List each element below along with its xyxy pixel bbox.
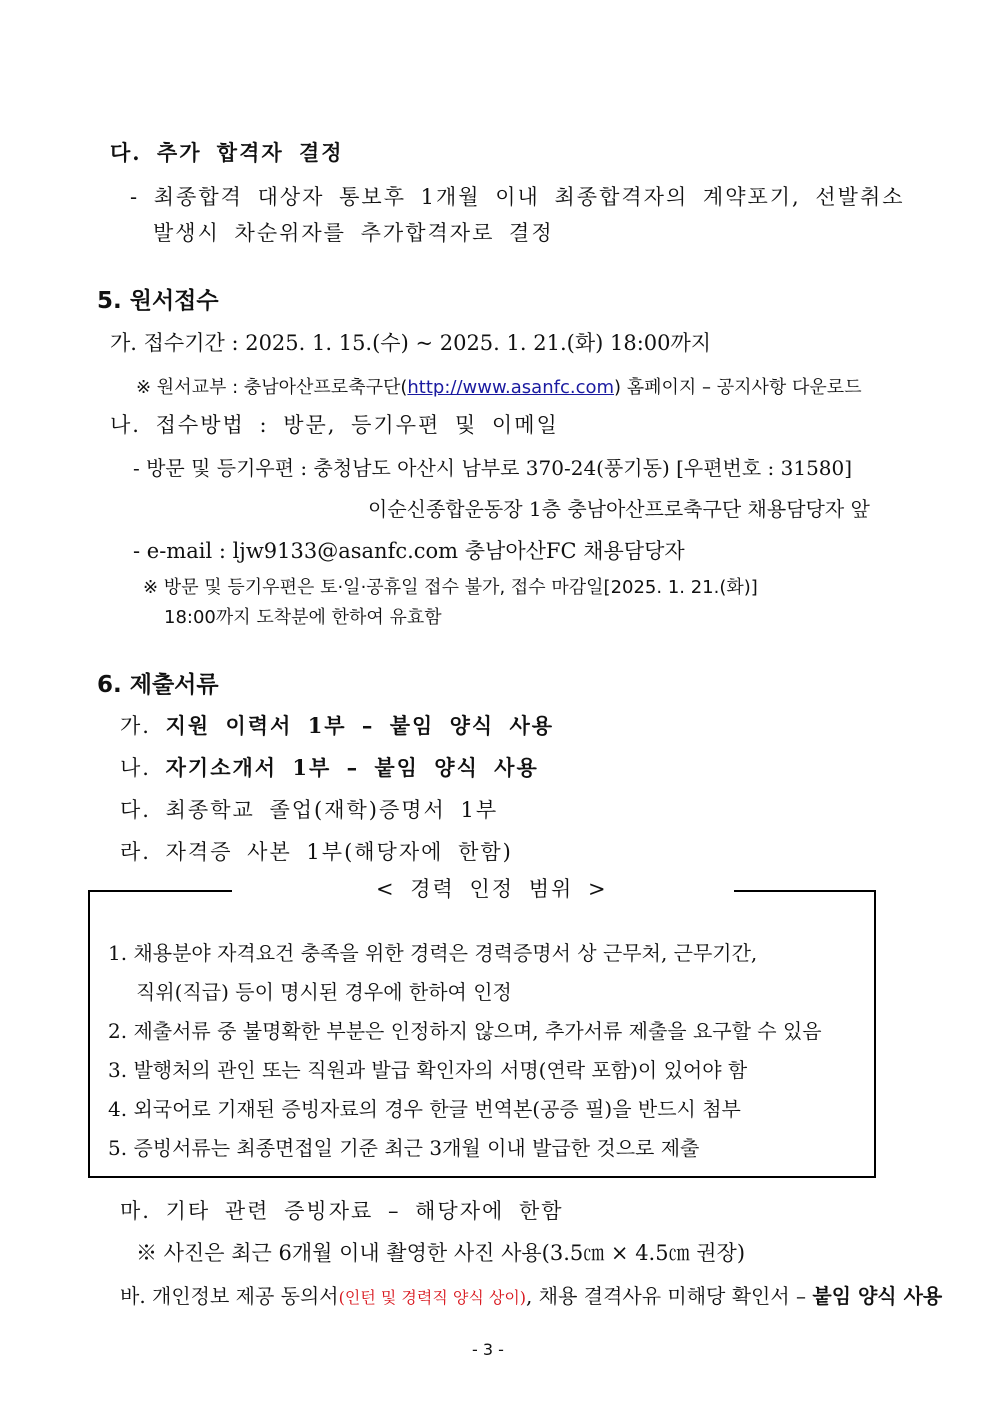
career-rule-4: 4. 외국어로 기재된 증빙자료의 경우 한글 번역본(공증 필)을 반드시 첨부 [108,1097,741,1121]
photo-note: ※ 사진은 최근 6개월 이내 촬영한 사진 사용(3.5㎝ × 4.5㎝ 권장) [136,1241,746,1265]
visit-warning-2: 18:00까지 도착분에 한하여 유효함 [164,607,442,628]
reception-method: 나. 접수방법 : 방문, 등기우편 및 이메일 [110,413,559,437]
doc-item-ba-mid: , 채용 결격사유 미해당 확인서 – [526,1284,813,1308]
section6-title: 6. 제출서류 [97,672,219,698]
doc-item-na-prefix: 나. [120,756,166,780]
doc-item-ga-prefix: 가. [120,714,166,738]
note-prefix: ※ 원서교부 : 충남아산프로축구단( [136,377,408,398]
career-rule-1-cont: 직위(직급) 등이 명시된 경우에 한하여 인정 [136,980,512,1004]
visit-warning-1: ※ 방문 및 등기우편은 토·일·공휴일 접수 불가, 접수 마감일[2025. 1. 21.(화)] [143,577,758,598]
form-download-note [136,373,862,403]
section-da-line2: 발생시 차순위자를 추가합격자로 결정 [153,221,554,245]
doc-item-ba-pre: 바. 개인정보 제공 동의서 [120,1284,339,1308]
doc-item-ma: 마. 기타 관련 증빙자료 – 해당자에 한함 [120,1199,564,1223]
career-rule-5: 5. 증빙서류는 최종면접일 기준 최근 3개월 이내 발급한 것으로 제출 [108,1136,700,1160]
section-da-title: 다. 추가 합격자 결정 [110,140,344,165]
career-box-title: < 경력 인정 범위 > [376,877,608,901]
doc-item-na-text: 자기소개서 1부 – 붙임 양식 사용 [165,755,539,780]
doc-item-ba-red-note: (인턴 및 경력직 양식 상이) [338,1288,527,1307]
doc-item-ra: 라. 자격증 사본 1부(해당자에 한함) [120,840,513,864]
section-da-line1: - 최종합격 대상자 통보후 1개월 이내 최종합격자의 계약포기, 선발취소 [130,185,905,209]
doc-item-ba [120,1281,942,1313]
asanfc-link[interactable]: http://www.asanfc.com [407,377,615,398]
doc-item-ga-text: 지원 이력서 1부 – 붙임 양식 사용 [165,713,555,738]
career-rule-2: 2. 제출서류 중 불명확한 부분은 인정하지 않으며, 추가서류 제출을 요구할 수 있음 [108,1019,822,1043]
section5-title: 5. 원서접수 [97,288,219,314]
career-rule-1: 1. 채용분야 자격요건 충족을 위한 경력은 경력증명서 상 근무처, 근무기간, [108,941,758,965]
email-line: - e-mail : ljw9133@asanfc.com 충남아산FC 채용담당자 [133,539,685,563]
visit-address-1: - 방문 및 등기우편 : 충청남도 아산시 남부로 370-24(풍기동) [우편번호 : 31580] [133,456,853,480]
doc-item-ba-bold: 붙임 양식 사용 [812,1284,943,1308]
reception-period: 가. 접수기간 : 2025. 1. 15.(수) ~ 2025. 1. 21.(화) 18:00까지 [110,331,712,355]
page-number: - 3 - [472,1340,504,1359]
doc-item-ga [120,711,554,741]
doc-item-da: 다. 최종학교 졸업(재학)증명서 1부 [120,798,499,822]
note-suffix: ) 홈페이지 – 공지사항 다운로드 [614,377,862,398]
career-rule-3: 3. 발행처의 관인 또는 직원과 발급 확인자의 서명(연락 포함)이 있어야 함 [108,1058,748,1082]
doc-item-na [120,753,539,783]
visit-address-2: 이순신종합운동장 1층 충남아산프로축구단 채용담당자 앞 [368,497,870,521]
